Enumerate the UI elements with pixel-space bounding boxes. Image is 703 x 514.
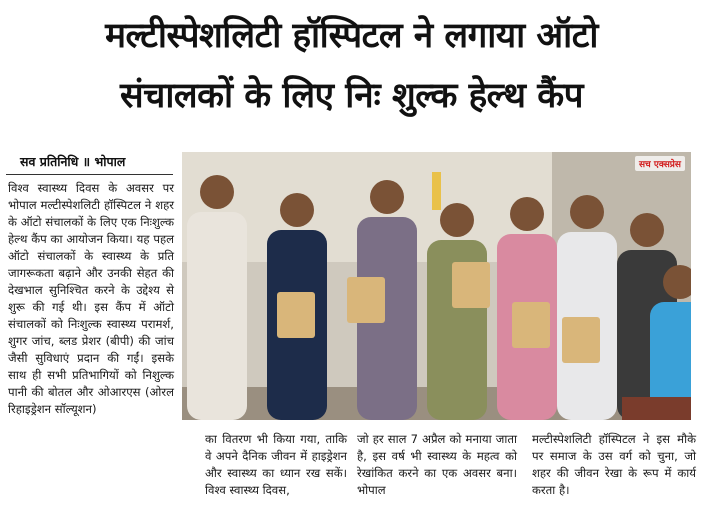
article-column-1: विश्व स्वास्थ्य दिवस के अवसर पर भोपाल मल्टीस्पेशलिटी हॉस्पिटल ने शहर के ऑटो संचालकों के लिए एक निःशुल्क हेल्थ कैंप का आयोजन किया। यह पहल ऑटो संचालकों के स्वास्थ्य के प्रति जागरूकता बढ़ाने और उनकी सेहत की देखभाल सुनिश्चित करने के उद्देश्य से शुरू की गई थी। इस कैंप में ऑटो संचालकों को निःशुल्क स्वास्थ्य परामर्श, शुगर जांच, ब्लड प्रेशर (बीपी) की जांच जैसी सुविधाएं प्रदान की गईं। इसके साथ ही सभी प्रतिभागियों को निशुल्क पानी की बोतल और ओआरएस (ओरल रिहाइड्रेशन सॉल्यूशन) bbox=[8, 181, 174, 416]
article-column-4: मल्टीस्पेशलिटी हॉस्पिटल ने इस मौके पर समाज के उस वर्ग को चुना, जो शहर की जीवन रेखा के रूप में कार्य करता है। bbox=[532, 432, 696, 497]
paper-bag bbox=[452, 262, 490, 308]
paper-bag bbox=[512, 302, 550, 348]
paper-bag bbox=[347, 277, 385, 323]
article-column-2: का वितरण भी किया गया, ताकि वे अपने दैनिक जीवन में हाइड्रेशन और स्वास्थ्य का ध्यान रख सकें। विश्व स्वास्थ्य दिवस, bbox=[205, 432, 347, 497]
photo-watermark: सच एक्सप्रेस bbox=[635, 156, 685, 171]
photo-illustration bbox=[182, 152, 691, 420]
byline: सव प्रतिनिधि ॥ भोपाल bbox=[20, 154, 126, 169]
byline-divider bbox=[6, 174, 173, 175]
news-photo bbox=[182, 152, 691, 420]
article-column-3: जो हर साल 7 अप्रैल को मनाया जाता है, इस वर्ष भी स्वास्थ्य के महत्व को रेखांकित करने का एक अवसर बना। भोपाल bbox=[357, 432, 517, 497]
headline-line-2: संचालकों के लिए निः शुल्क हेल्थ कैंप bbox=[119, 76, 583, 116]
paper-bag bbox=[277, 292, 315, 338]
headline-line-1: मल्टीस्पेशलिटी हॉस्पिटल ने लगाया ऑटो bbox=[105, 16, 598, 56]
paper-bag bbox=[562, 317, 600, 363]
